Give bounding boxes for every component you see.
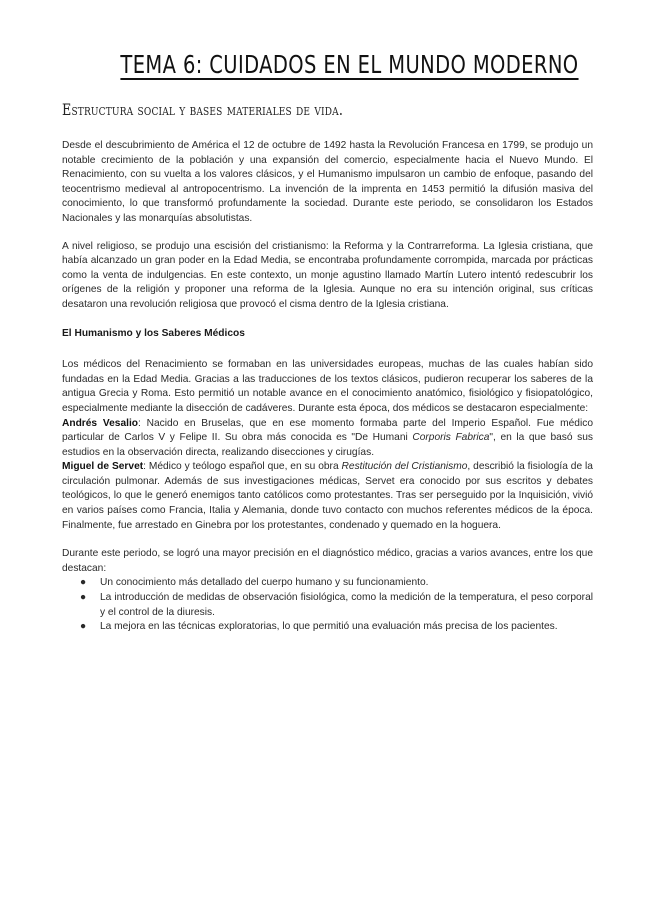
servet-work: Restitución del Cristianismo: [341, 461, 468, 473]
servet-name: Miguel de Servet: [62, 461, 144, 473]
list-item: [62, 620, 593, 635]
bullet-icon: ●: [80, 621, 87, 633]
section-title: Estructura social y bases materiales de vida.: [62, 101, 344, 119]
paragraph-diagnosis: Durante este periodo, se logró una mayor precisión en el diagnóstico médico, gracias a varios avances, entre los que destacan:: [62, 548, 593, 574]
servet-text-after: , describió la fisiología de la circulación pulmonar. Además de sus investigaciones médicas, Servet era conocido por sus escritos y debates teológicos, lo que le generó enemigos tanto católicos como protestantes. Tras ser perseguido por la Inquisición, vivió en varios países como Francia, Italia y Alemania, donde tuvo contacto con muchos referentes médicos de la época. Finalmente, fue arrestado en Ginebra por los protestantes, condenado y quemado en la hoguera.: [62, 461, 593, 531]
document-page: [0, 50, 655, 898]
list-item-text: Un conocimiento más detallado del cuerpo humano y su funcionamiento.: [100, 577, 429, 589]
bullet-icon: ●: [80, 592, 87, 604]
paragraph-humanism: Los médicos del Renacimiento se formaban en las universidades europeas, muchas de las cuales habían sido fundadas en la Edad Media. Gracias a las traducciones de los textos clásicos, pudieron recuperar los saberes de la antigua Grecia y Roma. Esto permitió un notable avance en el conocimiento anatómico, fisiológico y fisiopatológico, especialmente mediante la disección de cadáveres. Durante esta época, dos médicos se destacaron especialmente:: [62, 359, 593, 414]
list-item: [62, 591, 593, 620]
list-item-text: La mejora en las técnicas exploratorias, lo que permitió una evaluación más precisa de los pacientes.: [100, 621, 558, 633]
paragraph-servet: [62, 460, 593, 533]
paragraph-religion: A nivel religioso, se produjo una escisión del cristianismo: la Reforma y la Contrarreforma. La Iglesia cristiana, que había alcanzado un gran poder en la Edad Media, se encontraba profundamente corrompida, marcada por prácticas como la venta de indulgencias. En este contexto, un monje agustino llamado Martín Lutero intentó redescubrir los orígenes de la religión y proponer una reforma de la Iglesia. Aunque no era su intención original, sus críticas desataron una revolución religiosa que provocó el cisma dentro de la Iglesia cristiana.: [62, 240, 593, 310]
page-title: TEMA 6: CUIDADOS EN EL MUNDO MODERNO: [120, 50, 579, 79]
bullet-icon: ●: [80, 577, 87, 589]
vesalio-text-after: ", en la que basó sus estudios en la observación directa, realizando disecciones y cirugías.: [62, 432, 593, 458]
list-item: [62, 576, 593, 591]
subheading-humanism: El Humanismo y los Saberes Médicos: [62, 327, 245, 339]
vesalio-work: Corporis Fabrica: [412, 432, 490, 444]
list-item-text: La introducción de medidas de observación fisiológica, como la medición de la temperatura, el peso corporal y el control de la diuresis.: [100, 592, 593, 618]
vesalio-name: Andrés Vesalio: [62, 417, 139, 429]
servet-text-before: : Médico y teólogo español que, en su obra: [143, 461, 342, 473]
paragraph-vesalio: [62, 417, 593, 461]
paragraph-history: Desde el descubrimiento de América el 12 de octubre de 1492 hasta la Revolución Francesa en 1799, se produjo un notable crecimiento de la población y una expansión del comercio, especialmente hacia el Nuevo Mundo. El Renacimiento, con su vuelta a los valores clásicos, y el Humanismo impulsaron un cambio de enfoque, pasando del teocentrismo medieval al antropocentrismo. La invención de la imprenta en 1453 permitió la difusión masiva del conocimiento, lo que transformó profundamente la sociedad. Durante este periodo, se consolidaron los Estados Nacionales y las monarquías absolutistas.: [62, 140, 593, 224]
vesalio-text-before: : Nacido en Bruselas, que en ese momento formaba parte del Imperio Español. Fue médico particular de Carlos V y Felipe II. Su obra más conocida es "De Humani: [62, 417, 593, 444]
advances-list: [62, 576, 593, 634]
